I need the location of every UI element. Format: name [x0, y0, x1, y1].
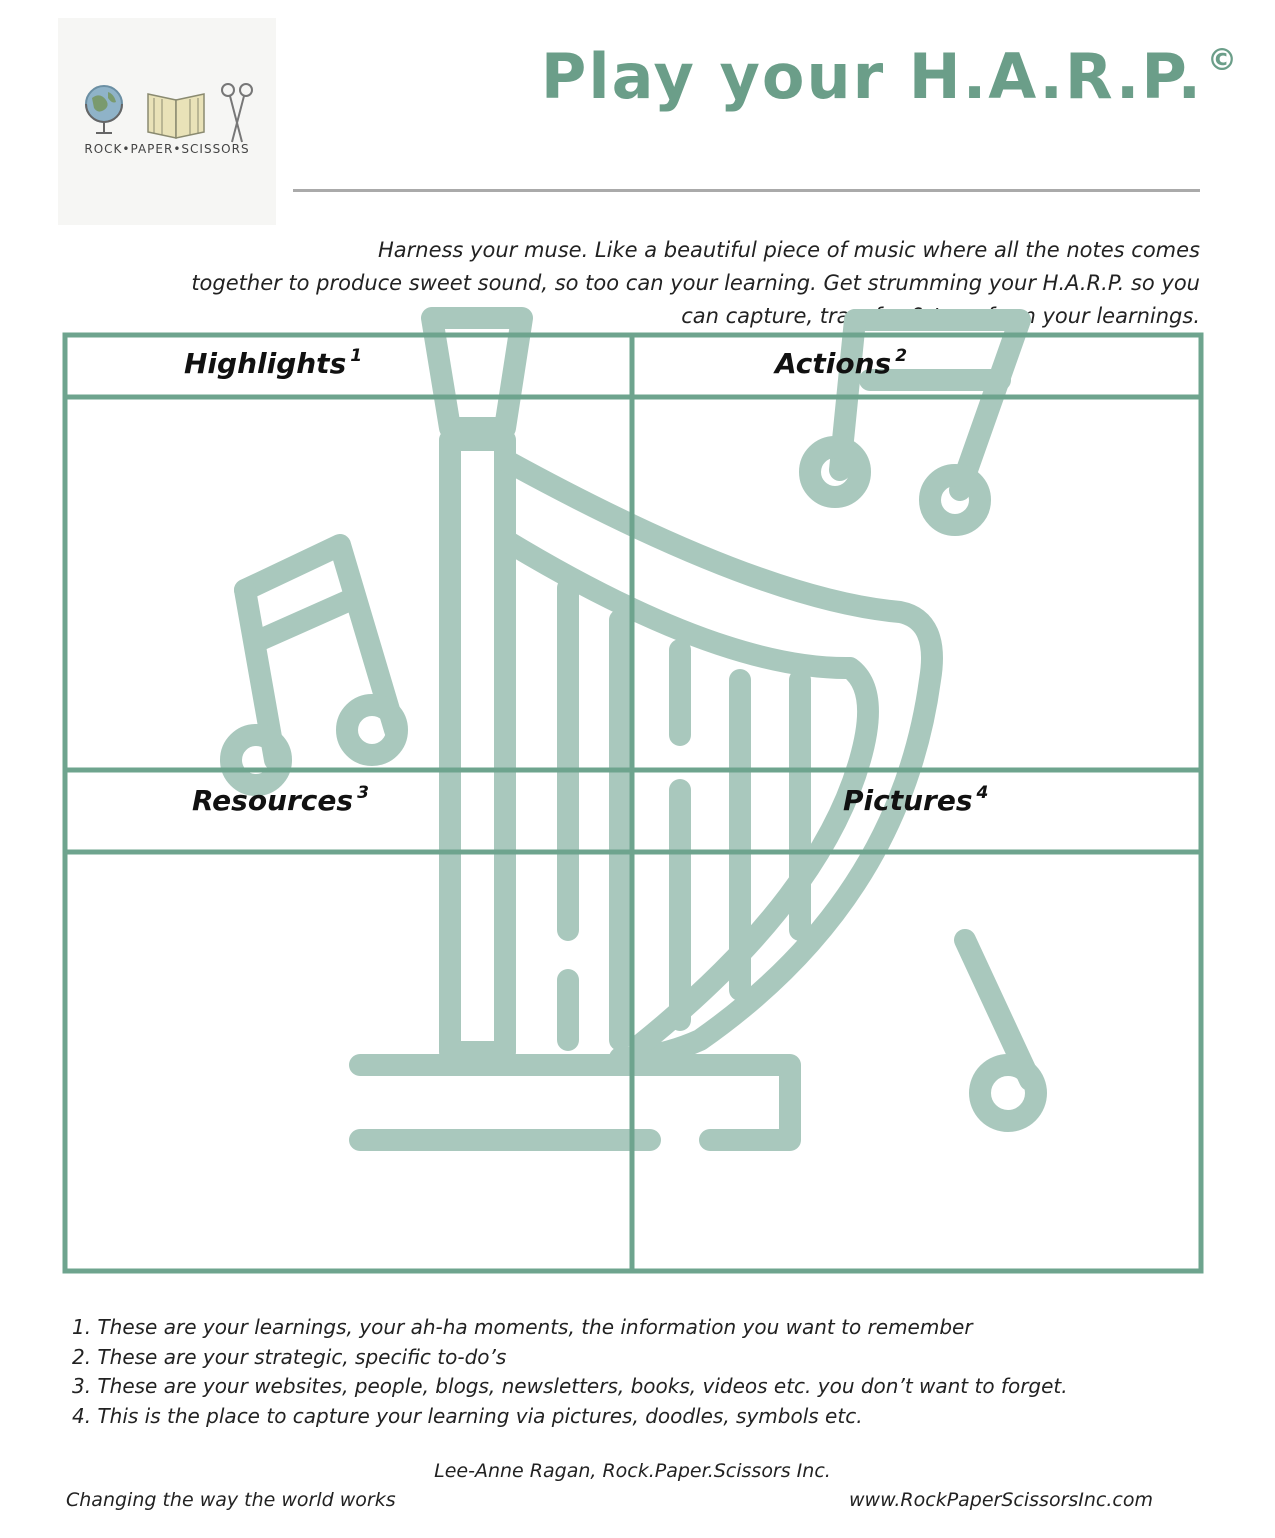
intro-line: can capture, transfer & transform your learnings. — [681, 304, 1200, 328]
highlights-heading: Highlights $^1$ — [184, 346, 363, 380]
intro-line: Harness your muse. Like a beautiful piece of music where all the notes comes — [377, 238, 1200, 262]
page-title: Play your H.A.R.P. © — [540, 40, 1239, 113]
intro-line: together to produce sweet sound, so too can your learning. Get strumming your H.A.R.P. so you — [191, 271, 1200, 295]
footnote: 4. This is the place to capture your learning via pictures, doodles, symbols etc. — [72, 1403, 863, 1428]
footnote: 3. These are your websites, people, blogs, newsletters, books, videos etc. you don’t want to forget. — [72, 1374, 1068, 1398]
logo-text: ROCK•PAPER•SCISSORS — [84, 142, 250, 156]
footer-tagline: Changing the way the world works — [66, 1489, 396, 1511]
copyright-mark: © — [1207, 43, 1239, 78]
resources-heading: Resources $^3$ — [192, 783, 369, 817]
footnotes — [72, 1313, 1068, 1431]
pictures-heading: Pictures $^4$ — [843, 783, 989, 817]
footnote: 2. These are your strategic, specific to-do’s — [72, 1344, 507, 1369]
footer-author: Lee-Anne Ragan, Rock.Paper.Scissors Inc. — [434, 1460, 831, 1482]
actions-heading: Actions $^2$ — [775, 346, 908, 380]
footer-website[interactable]: www.RockPaperScissorsInc.com — [848, 1489, 1153, 1511]
footnote: 1. These are your learnings, your ah-ha moments, the information you want to remember — [72, 1315, 973, 1339]
